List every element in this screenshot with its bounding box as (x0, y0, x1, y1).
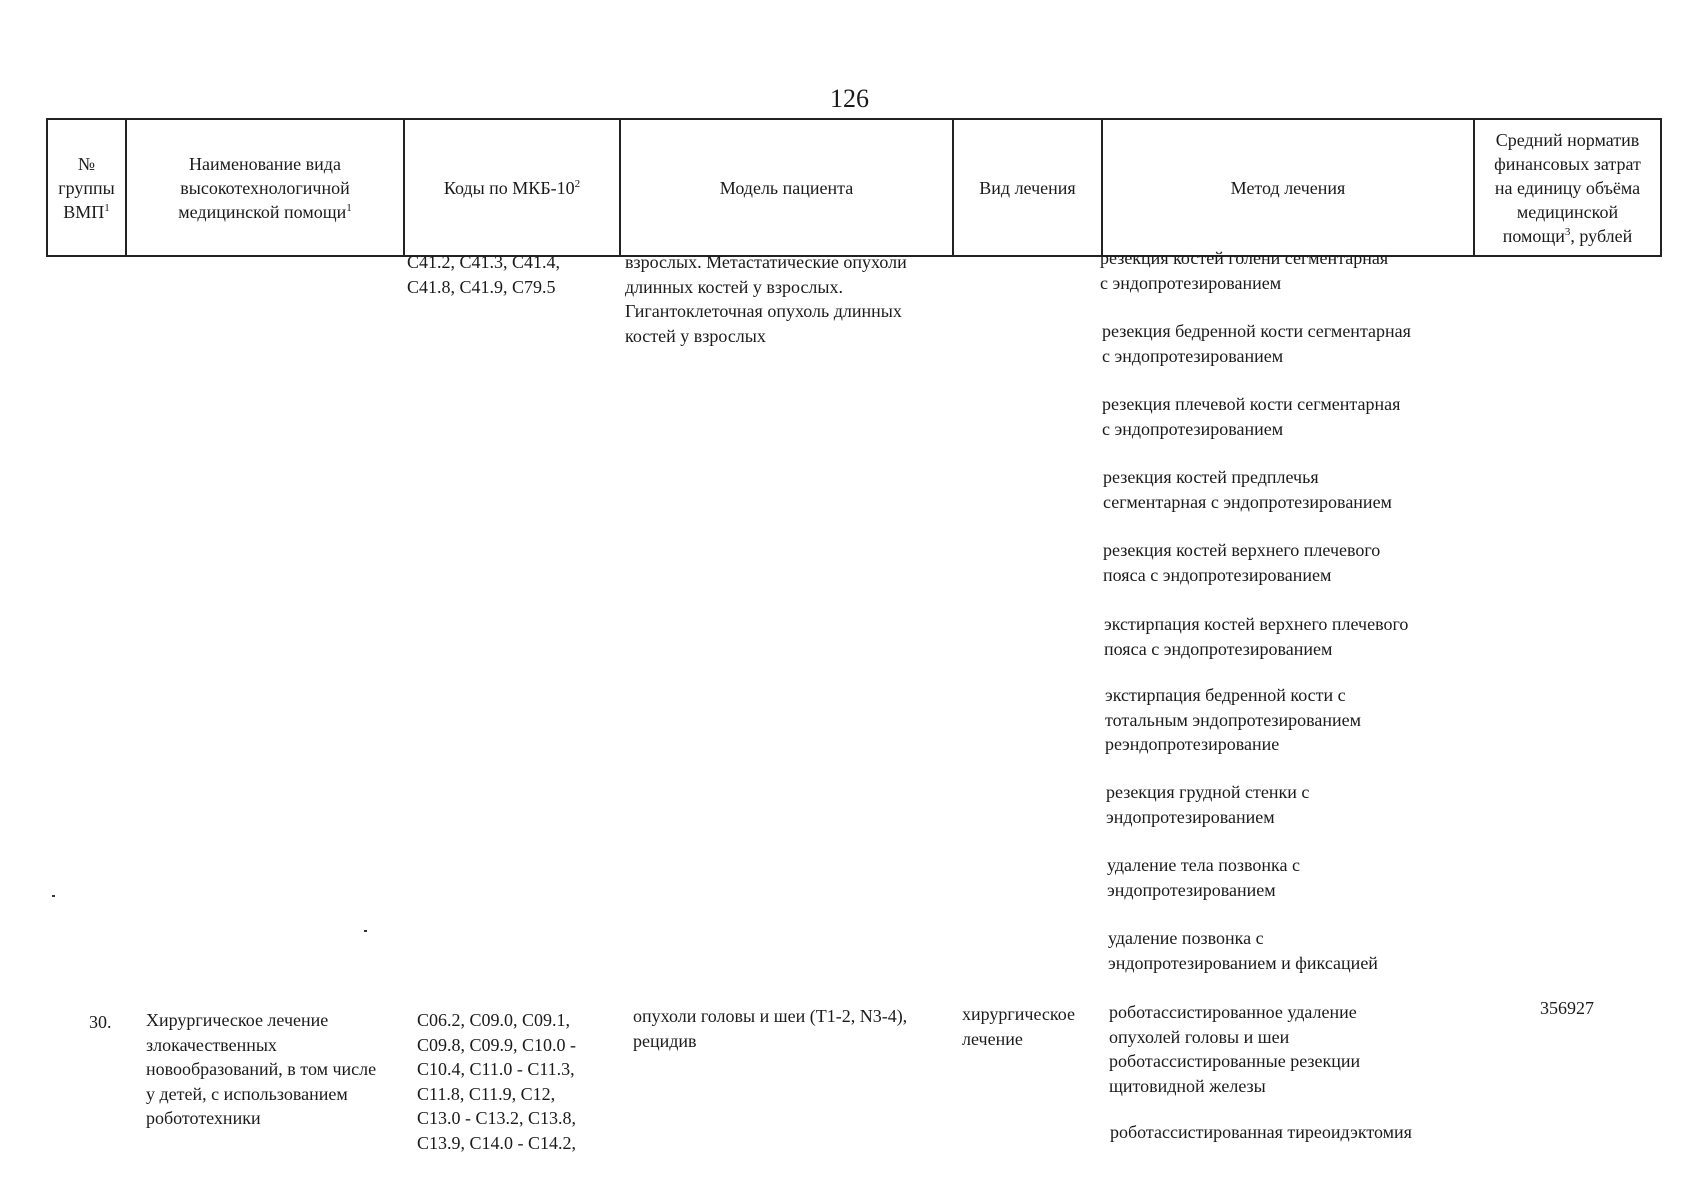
text-line: с эндопротезированием (1102, 418, 1284, 439)
text-line: резекция бедренной кости сегментарная (1102, 321, 1411, 341)
page-number: 126 (830, 84, 869, 113)
text-line: взрослых. Метастатические опухоли (625, 252, 907, 272)
row-30-method-item (1109, 1000, 1360, 1098)
text-line: сегментарная с эндопротезированием (1103, 491, 1392, 512)
text-line: пояса с эндопротезированием (1103, 564, 1332, 585)
method-item (1102, 392, 1400, 441)
row-30-average-cost: 356927 (1540, 998, 1594, 1018)
header-line: Коды по МКБ-10 (443, 177, 575, 198)
scan-speck (52, 895, 55, 897)
header-care-type-name (127, 120, 405, 255)
table-header (46, 118, 1662, 257)
text-line: резекция плечевой кости сегментарная (1102, 394, 1401, 414)
text-line: резекция костей голени сегментарная (1100, 248, 1389, 268)
text-line: резекция костей предплечья (1103, 467, 1319, 487)
method-item (1103, 465, 1392, 514)
method-item (1108, 926, 1378, 975)
text-line: удаление позвонка с (1108, 928, 1264, 948)
header-line: , рублей (1570, 225, 1633, 246)
text-line: C10.4, C11.0 - C11.3, (417, 1059, 575, 1079)
row-30-care-name (146, 1008, 376, 1131)
text-line: C09.8, C09.9, C10.0 - (417, 1034, 577, 1055)
text-line: эндопротезированием и фиксацией (1108, 952, 1378, 973)
method-item (1107, 853, 1300, 902)
method-item (1100, 246, 1388, 295)
text-line: костей у взрослых (625, 325, 766, 346)
footnote-mark: 3 (1564, 225, 1571, 238)
method-item (1104, 612, 1408, 661)
text-line: эндопротезированием (1106, 806, 1275, 827)
text-line: экстирпация бедренной кости с (1105, 685, 1346, 705)
text-line: C11.8, C11.9, C12, (417, 1083, 556, 1104)
header-line: Метод лечения (1230, 177, 1346, 198)
text-line: длинных костей у взрослых. (625, 276, 844, 297)
text-line: экстирпация костей верхнего плечевого (1104, 614, 1409, 634)
text-line: Гигантоклеточная опухоль длинных (625, 301, 902, 321)
scan-speck (364, 930, 367, 932)
text-line: удаление тела позвонка с (1107, 855, 1300, 875)
continued-icd-codes (407, 250, 560, 299)
header-treatment-type (954, 120, 1103, 255)
text-line: C06.2, C09.0, C09.1, (417, 1010, 571, 1030)
header-treatment-method (1103, 120, 1475, 255)
text-line: роботассистированная тиреоидэктомия (1110, 1122, 1412, 1142)
header-line: ВМП (63, 201, 105, 222)
footnote-mark: 1 (346, 201, 352, 214)
method-item (1102, 319, 1411, 368)
text-line: пояса с эндопротезированием (1104, 638, 1333, 659)
text-line: опухолей головы и шеи (1109, 1026, 1290, 1047)
row-30-treatment-type (962, 1002, 1075, 1051)
header-line: Наименование вида (189, 153, 341, 174)
text-line: у детей, с использованием (146, 1083, 348, 1104)
text-line: рецидив (633, 1030, 697, 1051)
text-line: эндопротезированием (1107, 879, 1276, 900)
footnote-mark: 1 (104, 201, 110, 214)
header-line: на единицу объёма (1494, 177, 1641, 198)
text-line: реэндопротезирование (1105, 734, 1280, 754)
text-line: злокачественных (146, 1034, 277, 1055)
text-line: C41.2, C41.3, C41.4, (407, 252, 561, 272)
row-30-method-item (1110, 1120, 1412, 1145)
text-line: тотальным эндопротезированием (1105, 709, 1362, 730)
text-line: резекция грудной стенки с (1106, 782, 1310, 802)
text-line: роботассистированное удаление (1109, 1002, 1357, 1022)
header-line: помощи (1502, 225, 1565, 246)
header-line: Вид лечения (979, 177, 1076, 198)
header-line: № (77, 153, 96, 174)
header-line: Модель пациента (719, 177, 854, 198)
continued-patient-model (625, 250, 907, 348)
text-line: новообразований, в том числе (146, 1059, 377, 1079)
text-line: C13.9, C14.0 - C14.2, (417, 1132, 577, 1153)
method-item (1105, 683, 1361, 757)
text-line: роботассистированные резекции (1109, 1051, 1361, 1071)
method-item (1106, 780, 1309, 829)
text-line: C41.8, C41.9, C79.5 (407, 276, 556, 297)
header-line: медицинской помощи (178, 201, 347, 222)
header-line: финансовых затрат (1494, 153, 1641, 174)
header-line: Средний норматив (1495, 129, 1640, 150)
header-patient-model (621, 120, 954, 255)
text-line: робототехники (146, 1108, 261, 1128)
row-30-patient-model (633, 1004, 907, 1053)
text-line: лечение (962, 1028, 1023, 1049)
text-line: щитовидной железы (1109, 1075, 1266, 1096)
method-item (1103, 538, 1380, 587)
header-line: группы (58, 177, 115, 198)
text-line: резекция костей верхнего плечевого (1103, 540, 1381, 560)
text-line: с эндопротезированием (1102, 345, 1284, 366)
text-line: хирургическое (962, 1004, 1075, 1024)
header-line: высокотехнологичной (180, 177, 350, 198)
footnote-mark: 2 (574, 177, 581, 190)
header-line: медицинской (1516, 201, 1619, 222)
row-30-icd-codes (417, 1008, 576, 1155)
text-line: опухоли головы и шеи (T1-2, N3-4), (633, 1006, 908, 1026)
text-line: с эндопротезированием (1100, 272, 1282, 293)
text-line: Хирургическое лечение (146, 1010, 329, 1030)
header-average-cost (1475, 120, 1660, 255)
header-icd-codes (405, 120, 621, 255)
row-30-number: 30. (89, 1012, 112, 1032)
text-line: C13.0 - C13.2, C13.8, (417, 1108, 577, 1128)
header-group-number (48, 120, 127, 255)
